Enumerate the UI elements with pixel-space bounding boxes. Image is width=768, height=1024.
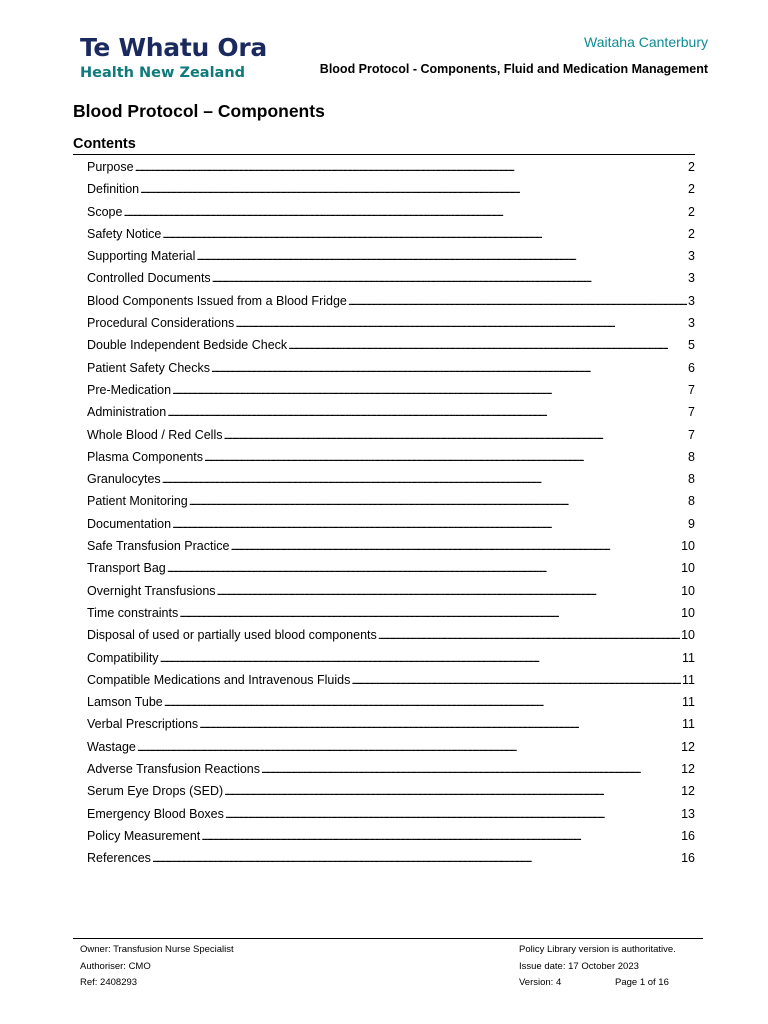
toc-entry-title: Double Independent Bedside Check — [87, 338, 288, 353]
table-of-contents — [87, 160, 695, 874]
toc-entry-page: 2 — [688, 204, 695, 219]
toc-dot-leader — [140, 182, 687, 196]
toc-entry-title: Time constraints — [87, 605, 179, 620]
toc-dot-leader — [204, 450, 687, 464]
contents-heading: Contents — [73, 136, 695, 155]
toc-dot-leader — [288, 338, 687, 352]
brand-name: Te Whatu Ora — [80, 33, 267, 62]
toc-entry-page: 12 — [681, 762, 695, 777]
toc-entry-page: 11 — [682, 672, 695, 687]
toc-entry-page: 2 — [688, 226, 695, 241]
footer-authoriser: Authoriser: CMO — [80, 960, 151, 972]
toc-entry-page: 7 — [688, 382, 695, 397]
toc-entry-page: 11 — [682, 717, 695, 732]
footer-issue-date: Issue date: 17 October 2023 — [519, 960, 639, 972]
document-title: Blood Protocol – Components — [73, 101, 325, 121]
toc-entry-title: Granulocytes — [87, 472, 161, 487]
toc-entry-title: Compatible Medications and Intravenous Fluids — [87, 672, 351, 687]
toc-entry[interactable] — [87, 740, 695, 762]
toc-entry-title: Serum Eye Drops (SED) — [87, 784, 224, 799]
toc-entry-page: 3 — [688, 249, 695, 264]
toc-entry-page: 10 — [681, 539, 695, 554]
toc-entry-title: Disposal of used or partially used blood components — [87, 628, 377, 643]
toc-dot-leader — [225, 807, 680, 821]
toc-entry-title: Pre-Medication — [87, 382, 172, 397]
toc-entry-page: 10 — [681, 561, 695, 576]
toc-entry-title: Adverse Transfusion Reactions — [87, 762, 261, 777]
toc-entry-page: 7 — [688, 427, 695, 442]
toc-entry-title: Transport Bag — [87, 561, 166, 576]
toc-dot-leader — [172, 517, 687, 531]
toc-entry-title: Safe Transfusion Practice — [87, 539, 230, 554]
toc-entry-title: Controlled Documents — [87, 271, 211, 286]
toc-entry-title: Patient Safety Checks — [87, 360, 210, 375]
toc-entry-page: 3 — [688, 271, 695, 286]
toc-entry[interactable] — [87, 338, 695, 360]
toc-entry-title: Administration — [87, 405, 167, 420]
toc-entry[interactable] — [87, 383, 695, 405]
toc-entry-page: 16 — [681, 828, 695, 843]
toc-dot-leader — [217, 584, 681, 598]
toc-dot-leader — [123, 205, 687, 219]
toc-entry[interactable] — [87, 606, 695, 628]
toc-entry-title: Overnight Transfusions — [87, 583, 216, 598]
footer-owner: Owner: Transfusion Nurse Specialist — [80, 944, 234, 955]
toc-dot-leader — [351, 673, 681, 687]
toc-dot-leader — [189, 494, 687, 508]
toc-entry-page: 8 — [688, 494, 695, 509]
toc-entry-title: Safety Notice — [87, 226, 162, 241]
toc-entry[interactable] — [87, 762, 695, 784]
toc-entry[interactable] — [87, 227, 695, 249]
toc-entry-page: 16 — [681, 851, 695, 866]
toc-entry[interactable] — [87, 160, 695, 182]
toc-dot-leader — [162, 227, 687, 241]
document-series-header: Blood Protocol - Components, Fluid and Medication Management — [319, 62, 708, 76]
footer-right — [519, 942, 676, 992]
footer-left — [80, 942, 234, 992]
toc-dot-leader — [179, 606, 680, 620]
toc-dot-leader — [201, 829, 680, 843]
toc-entry[interactable] — [87, 561, 695, 583]
toc-dot-leader — [162, 472, 687, 486]
toc-entry[interactable] — [87, 361, 695, 383]
toc-dot-leader — [224, 784, 680, 798]
toc-entry-title: Compatibility — [87, 650, 159, 665]
footer-ref: Ref: 2408293 — [80, 977, 138, 989]
footer-version-row — [519, 975, 676, 992]
toc-dot-leader — [235, 316, 687, 330]
toc-dot-leader — [172, 383, 687, 397]
toc-dot-leader — [135, 160, 687, 174]
toc-entry-title: Patient Monitoring — [87, 494, 188, 509]
toc-entry[interactable] — [87, 784, 695, 806]
toc-entry-page: 8 — [688, 449, 695, 464]
toc-entry[interactable] — [87, 673, 695, 695]
toc-entry[interactable] — [87, 807, 695, 829]
toc-entry-page: 6 — [688, 360, 695, 375]
toc-entry[interactable] — [87, 405, 695, 427]
footer-page-number: Page 1 of 16 — [615, 977, 669, 989]
toc-entry-page: 2 — [688, 160, 695, 174]
toc-entry[interactable] — [87, 271, 695, 293]
toc-dot-leader — [223, 428, 687, 442]
toc-entry-page: 8 — [688, 472, 695, 487]
toc-entry-title: Blood Components Issued from a Blood Fridge — [87, 293, 347, 308]
toc-dot-leader — [378, 628, 680, 642]
toc-entry-title: Plasma Components — [87, 449, 204, 464]
toc-entry-page: 10 — [681, 628, 695, 643]
toc-entry[interactable] — [87, 450, 695, 472]
footer-divider — [73, 938, 703, 939]
toc-dot-leader — [137, 740, 680, 754]
toc-entry-title: Emergency Blood Boxes — [87, 806, 224, 821]
toc-dot-leader — [152, 851, 680, 865]
toc-entry[interactable] — [87, 651, 695, 673]
toc-dot-leader — [199, 717, 681, 731]
toc-dot-leader — [196, 249, 687, 263]
toc-entry-title: Scope — [87, 204, 123, 219]
toc-entry-page: 7 — [688, 405, 695, 420]
toc-entry-page: 3 — [688, 316, 695, 331]
toc-entry-page: 10 — [681, 583, 695, 598]
toc-dot-leader — [230, 539, 680, 553]
toc-entry[interactable] — [87, 829, 695, 851]
toc-dot-leader — [167, 405, 687, 419]
toc-dot-leader — [167, 561, 680, 575]
toc-entry-title: Purpose — [87, 160, 134, 174]
toc-dot-leader — [160, 651, 681, 665]
toc-entry-page: 3 — [688, 293, 695, 308]
toc-entry-title: Supporting Material — [87, 249, 196, 264]
toc-entry-title: Documentation — [87, 516, 172, 531]
toc-entry-title: Procedural Considerations — [87, 316, 235, 331]
footer-version: Version: 4 — [519, 977, 562, 989]
toc-entry[interactable] — [87, 539, 695, 561]
toc-dot-leader — [348, 294, 687, 308]
toc-dot-leader — [212, 271, 687, 285]
toc-entry[interactable] — [87, 851, 695, 873]
toc-entry-title: Lamson Tube — [87, 695, 163, 710]
toc-entry-page: 9 — [688, 516, 695, 531]
region-name: Waitaha Canterbury — [584, 34, 708, 50]
toc-entry[interactable] — [87, 494, 695, 516]
toc-entry[interactable] — [87, 695, 695, 717]
toc-dot-leader — [211, 361, 687, 375]
toc-entry-title: Wastage — [87, 739, 136, 754]
toc-entry-page: 2 — [688, 182, 695, 197]
toc-entry-page: 10 — [681, 605, 695, 620]
toc-entry-page: 11 — [682, 695, 695, 710]
te-whatu-ora-logo — [80, 33, 267, 82]
toc-entry[interactable] — [87, 472, 695, 494]
toc-dot-leader — [164, 695, 681, 709]
toc-entry[interactable] — [87, 182, 695, 204]
toc-entry-title: Definition — [87, 182, 140, 197]
toc-entry-title: Policy Measurement — [87, 828, 201, 843]
toc-entry-title: References — [87, 851, 151, 866]
toc-entry[interactable] — [87, 205, 695, 227]
toc-entry[interactable] — [87, 584, 695, 606]
toc-entry-page: 5 — [688, 338, 695, 353]
toc-entry[interactable] — [87, 294, 695, 316]
toc-entry[interactable] — [87, 628, 695, 650]
toc-entry-page: 13 — [681, 806, 695, 821]
toc-entry-page: 12 — [681, 739, 695, 754]
toc-entry[interactable] — [87, 428, 695, 450]
toc-entry[interactable] — [87, 316, 695, 338]
brand-subtitle: Health New Zealand — [80, 65, 246, 81]
toc-dot-leader — [261, 762, 680, 776]
toc-entry-title: Verbal Prescriptions — [87, 717, 199, 732]
footer-authoritative-note: Policy Library version is authoritative. — [519, 944, 676, 955]
toc-entry[interactable] — [87, 249, 695, 271]
toc-entry-page: 12 — [681, 784, 695, 799]
toc-entry-title: Whole Blood / Red Cells — [87, 427, 223, 442]
toc-entry[interactable] — [87, 717, 695, 739]
toc-entry[interactable] — [87, 517, 695, 539]
toc-entry-page: 11 — [682, 650, 695, 665]
